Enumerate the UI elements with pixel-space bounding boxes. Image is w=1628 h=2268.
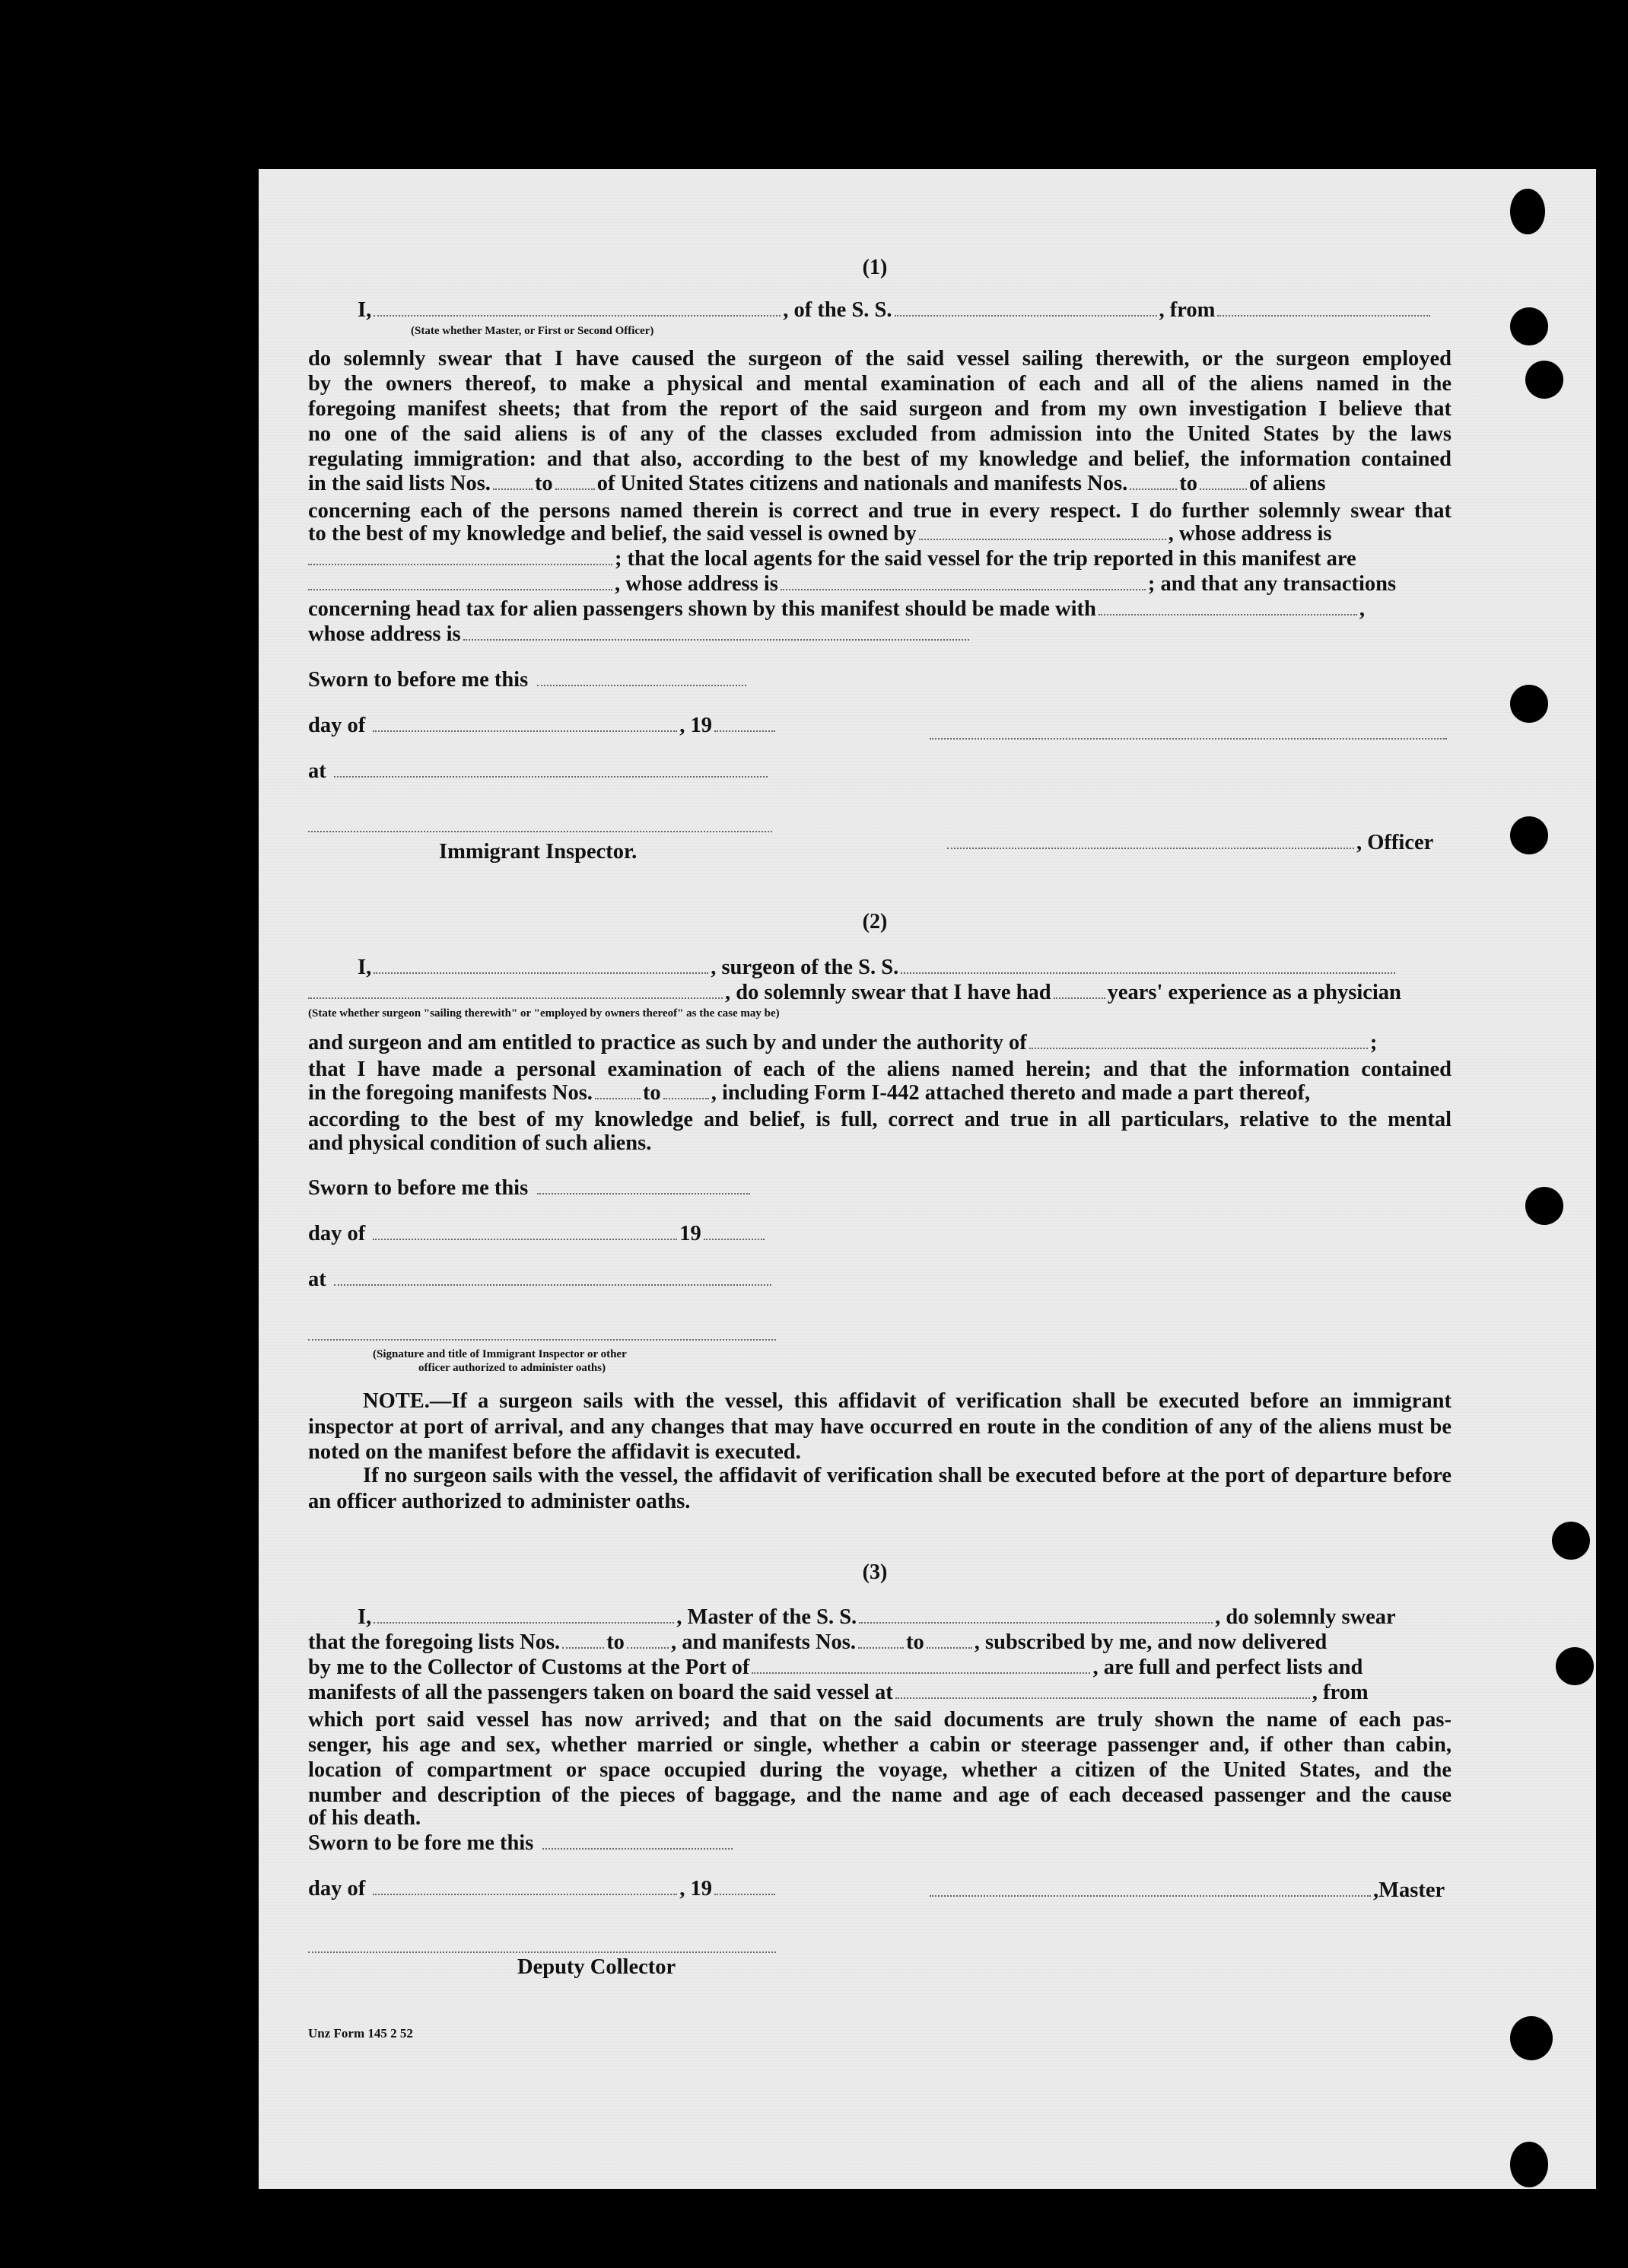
punch-hole [1525, 1187, 1563, 1225]
day-of-label: day of , 19 [308, 1878, 777, 1901]
section-3-taken-line: manifests of all the passengers taken on board the said vessel at , from [308, 1681, 1369, 1704]
signature-line [308, 1951, 776, 1953]
signature-hint: (Signature and title of Immigrant Inspector or other [373, 1348, 627, 1360]
section-1-headtax-line: concerning head tax for alien passengers shown by this manifest should be made with , [308, 597, 1365, 621]
note-paragraph: If no surgeon sails with the vessel, the affidavit of verification shall be executed before at the port of departure before an officer authorized to administer oaths. [308, 1464, 1452, 1513]
punch-hole [1552, 1522, 1590, 1560]
section-1-line: foregoing manifest sheets; that from the report of the said surgeon and from my own investigation I believe that [308, 397, 1452, 421]
day-of-label: day of , 19 [308, 715, 777, 737]
signature-line [308, 1339, 776, 1341]
section-1-line: concerning each of the persons named therein is correct and true in every respect. I do further solemnly swear that [308, 499, 1452, 523]
section-2-line: that I have made a personal examination of each of the aliens named herein; and that the information contained [308, 1058, 1452, 1081]
day-of-label: day of 19 [308, 1223, 767, 1245]
signature-line [930, 738, 1447, 740]
section-1-line: by the owners thereof, to make a physical and mental examination of each and all of the aliens named in the [308, 372, 1452, 396]
section-1-address-line: , whose address is ; and that any transactions [308, 574, 1396, 596]
section-2-line: according to the best of my knowledge and belief, is full, correct and true in all particulars, relative to the mental [308, 1108, 1452, 1131]
note-paragraph: NOTE.—If a surgeon sails with the vessel, this affidavit of verification shall be executed before an immigrant inspector at port of arrival, and any changes that may have occurred en route in the condition of any of the aliens must be noted on the manifest before the affidavit is executed. [308, 1389, 1452, 1464]
section-3-lists-line: that the foregoing lists Nos. to , and manifests Nos. to , subscribed by me, and now delivered [308, 1630, 1328, 1654]
section-2-swear-line: , do solemnly swear that I have had years' experience as a physician [308, 982, 1401, 1004]
immigrant-inspector-label: Immigrant Inspector. [439, 840, 638, 864]
signature-hint: officer authorized to administer oaths) [418, 1362, 606, 1374]
sworn-label: Sworn to before me this [308, 1178, 752, 1200]
officer-hint: (State whether Master, or First or Second Officer) [411, 325, 654, 337]
section-2-manifests-line: in the foregoing manifests Nos. to , including Form I-442 attached thereto and made a part thereof, [308, 1081, 1311, 1105]
sworn-label: Sworn to before me this [308, 670, 749, 692]
section-2-opening: I, , surgeon of the S. S. [358, 957, 1397, 979]
section-3-line: senger, his age and sex, whether married or single, whether a cabin or steerage passenger and, if other than cabin, [308, 1733, 1452, 1757]
section-1-line: regulating immigration: and that also, according to the best of my knowledge and belief, the information contained [308, 447, 1452, 471]
section-2-number: (2) [862, 910, 888, 934]
form-number: Unz Form 145 2 52 [308, 2026, 413, 2041]
surgeon-hint: (State whether surgeon "sailing therewith" or "employed by owners thereof" as the case may be) [308, 1007, 780, 1019]
sworn-label: Sworn to be fore me this [308, 1833, 735, 1855]
punch-hole [1510, 2142, 1548, 2187]
at-label: at [308, 761, 770, 783]
punch-hole [1510, 189, 1545, 234]
section-1-owned-line: to the best of my knowledge and belief, the said vessel is owned by , whose address is [308, 522, 1332, 546]
section-2-line: and physical condition of such aliens. [308, 1131, 652, 1155]
section-3-opening: I, , Master of the S. S. , do solemnly swear [358, 1605, 1396, 1629]
punch-hole [1556, 1647, 1594, 1685]
section-3-line: of his death. [308, 1806, 421, 1830]
section-1-number: (1) [862, 256, 888, 279]
section-3-number: (3) [862, 1560, 888, 1584]
section-1-lists-line: in the said lists Nos. to of United States citizens and nationals and manifests Nos. to of aliens [308, 472, 1326, 495]
punch-hole [1525, 361, 1563, 399]
punch-hole [1510, 307, 1548, 345]
signature-line [308, 831, 772, 832]
punch-hole [1510, 816, 1548, 854]
section-2-authority-line: and surgeon and am entitled to practice as such by and under the authority of ; [308, 1031, 1378, 1054]
section-1-address3-line: whose address is [308, 624, 971, 646]
deputy-collector-label: Deputy Collector [517, 1955, 676, 1979]
master-label: ,Master [930, 1880, 1445, 1902]
section-3-collector-line: by me to the Collector of Customs at the Port of , are full and perfect lists and [308, 1656, 1363, 1679]
section-1-line: no one of the said aliens is of any of the classes excluded from admission into the United States by the laws [308, 422, 1452, 446]
at-label: at [308, 1269, 774, 1291]
section-1-agents-line: ; that the local agents for the said vessel for the trip reported in this manifest are [308, 549, 1356, 571]
section-1-opening: I, , of the S. S. , from [358, 300, 1432, 322]
officer-label: , Officer [947, 832, 1433, 854]
punch-hole [1510, 685, 1548, 723]
section-1-line: do solemnly swear that I have caused the surgeon of the said vessel sailing therewith, or the surgeon employed [308, 347, 1452, 371]
section-3-line: number and description of the pieces of baggage, and the name and age of each deceased passenger and the cause [308, 1783, 1452, 1807]
section-3-line: location of compartment or space occupied during the voyage, whether a citizen of the United States, and the [308, 1758, 1452, 1782]
section-3-line: which port said vessel has now arrived; and that on the said documents are truly shown the name of each pas- [308, 1708, 1452, 1732]
punch-hole [1510, 2016, 1553, 2060]
